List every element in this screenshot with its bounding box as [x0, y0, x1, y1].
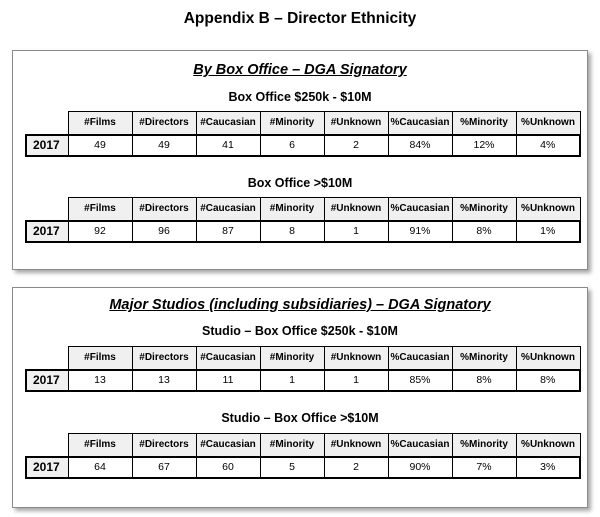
blank-header-cell: [26, 347, 68, 370]
header-pct-minority: %Minority: [452, 198, 516, 221]
year-cell: 2017: [26, 370, 68, 391]
value-cell: 67: [132, 457, 196, 478]
page-title: Appendix B – Director Ethnicity: [183, 10, 417, 27]
header-pct-minority: %Minority: [452, 112, 516, 135]
table-subtitle: Box Office $250k - $10M: [228, 90, 372, 104]
header-directors: #Directors: [132, 198, 196, 221]
header-unknown: #Unknown: [324, 112, 388, 135]
header-caucasian: #Caucasian: [196, 434, 260, 457]
header-films: #Films: [68, 434, 132, 457]
section-title: By Box Office – DGA Signatory: [193, 62, 407, 78]
header-unknown: #Unknown: [324, 434, 388, 457]
year-cell: 2017: [26, 457, 68, 478]
header-unknown: #Unknown: [324, 198, 388, 221]
header-pct-unknown: %Unknown: [516, 112, 580, 135]
value-cell: 91%: [388, 221, 452, 242]
header-films: #Films: [68, 198, 132, 221]
table-row: [26, 135, 580, 156]
value-cell: 8: [260, 221, 324, 242]
header-minority: #Minority: [260, 112, 324, 135]
section-title: Major Studios (including subsidiaries) – DGA Signatory: [109, 297, 491, 313]
blank-header-cell: [26, 198, 68, 221]
value-cell: 3%: [516, 457, 580, 478]
header-directors: #Directors: [132, 434, 196, 457]
value-cell: 49: [68, 135, 132, 156]
header-pct-minority: %Minority: [452, 347, 516, 370]
header-row: [26, 112, 580, 135]
blank-header-cell: [26, 112, 68, 135]
header-caucasian: #Caucasian: [196, 198, 260, 221]
value-cell: 41: [196, 135, 260, 156]
header-pct-unknown: %Unknown: [516, 347, 580, 370]
section-major-studios: [12, 287, 588, 508]
table-subtitle: Studio – Box Office $250k - $10M: [202, 324, 398, 338]
value-cell: 2: [324, 135, 388, 156]
ethnicity-table: [25, 111, 581, 157]
table-subtitle: Box Office >$10M: [247, 176, 353, 190]
value-cell: 1%: [516, 221, 580, 242]
year-cell: 2017: [26, 221, 68, 242]
section-box-office: [12, 50, 588, 270]
ethnicity-table: [25, 346, 581, 392]
table-subtitle: Studio – Box Office >$10M: [221, 411, 379, 425]
value-cell: 1: [324, 221, 388, 242]
header-row: [26, 434, 580, 457]
value-cell: 5: [260, 457, 324, 478]
header-row: [26, 198, 580, 221]
header-pct-caucasian: %Caucasian: [388, 112, 452, 135]
table-row: [26, 457, 580, 478]
header-pct-unknown: %Unknown: [516, 198, 580, 221]
year-cell: 2017: [26, 135, 68, 156]
header-pct-caucasian: %Caucasian: [388, 434, 452, 457]
value-cell: 64: [68, 457, 132, 478]
header-pct-minority: %Minority: [452, 434, 516, 457]
header-unknown: #Unknown: [324, 347, 388, 370]
header-caucasian: #Caucasian: [196, 347, 260, 370]
value-cell: 13: [132, 370, 196, 391]
header-pct-caucasian: %Caucasian: [388, 198, 452, 221]
value-cell: 8%: [452, 221, 516, 242]
header-row: [26, 347, 580, 370]
ethnicity-table: [25, 433, 581, 479]
header-directors: #Directors: [132, 347, 196, 370]
header-caucasian: #Caucasian: [196, 112, 260, 135]
header-films: #Films: [68, 112, 132, 135]
value-cell: 7%: [452, 457, 516, 478]
value-cell: 92: [68, 221, 132, 242]
header-minority: #Minority: [260, 347, 324, 370]
header-directors: #Directors: [132, 112, 196, 135]
value-cell: 12%: [452, 135, 516, 156]
value-cell: 96: [132, 221, 196, 242]
value-cell: 8%: [452, 370, 516, 391]
header-pct-unknown: %Unknown: [516, 434, 580, 457]
header-pct-caucasian: %Caucasian: [388, 347, 452, 370]
value-cell: 11: [196, 370, 260, 391]
table-row: [26, 221, 580, 242]
value-cell: 1: [324, 370, 388, 391]
value-cell: 49: [132, 135, 196, 156]
value-cell: 2: [324, 457, 388, 478]
header-minority: #Minority: [260, 198, 324, 221]
value-cell: 13: [68, 370, 132, 391]
value-cell: 85%: [388, 370, 452, 391]
value-cell: 1: [260, 370, 324, 391]
ethnicity-table: [25, 197, 581, 243]
value-cell: 60: [196, 457, 260, 478]
blank-header-cell: [26, 434, 68, 457]
value-cell: 84%: [388, 135, 452, 156]
value-cell: 8%: [516, 370, 580, 391]
value-cell: 87: [196, 221, 260, 242]
table-row: [26, 370, 580, 391]
header-minority: #Minority: [260, 434, 324, 457]
value-cell: 90%: [388, 457, 452, 478]
header-films: #Films: [68, 347, 132, 370]
value-cell: 6: [260, 135, 324, 156]
value-cell: 4%: [516, 135, 580, 156]
